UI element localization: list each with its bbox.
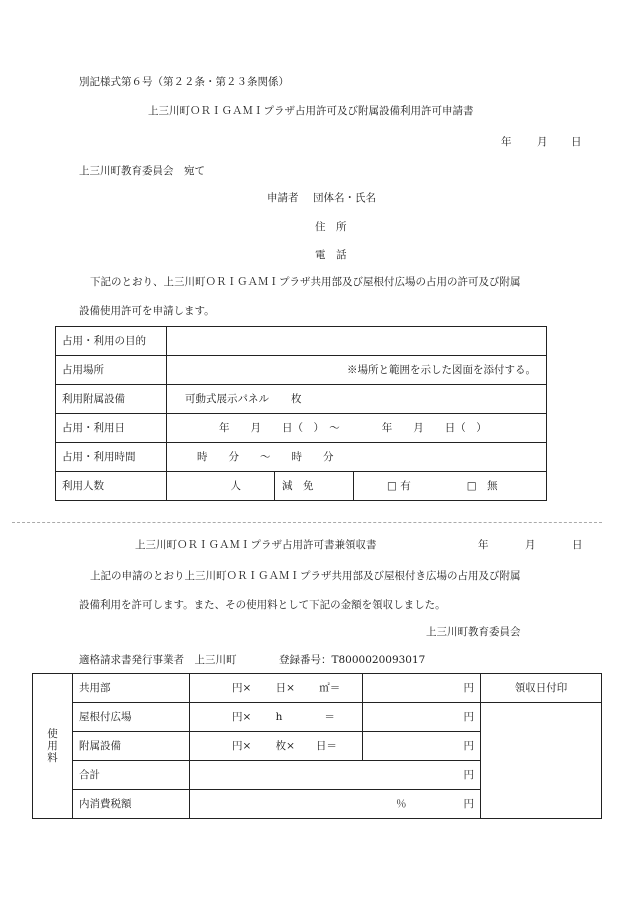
equipment-field[interactable] <box>167 385 547 414</box>
date-row <box>56 414 547 443</box>
application-body-line2: 設備使用許可を申請します。 <box>79 305 215 317</box>
application-table <box>55 326 547 501</box>
application-date-day: 日 <box>571 136 582 148</box>
issuer: 上三川町教育委員会 <box>426 626 521 638</box>
application-body-line1: 下記のとおり、上三川町ＯＲＩＧＡＭＩプラザ共用部及び屋根付広場の占用の許可及び附属 <box>90 276 521 288</box>
fee-label-total: 合計 <box>73 761 190 790</box>
fee-formula-common[interactable]: 円× 日× ㎡＝ <box>190 674 363 703</box>
fee-row-common <box>33 674 602 703</box>
equipment-item: 可動式展示パネル <box>185 392 269 405</box>
equipment-row <box>56 385 547 414</box>
phone-label: 電 話 <box>315 249 347 261</box>
permit-body-line1: 上記の申請のとおり上三川町ＯＲＩＧＡＭＩプラザ共用部及び屋根付き広場の占用及び附属 <box>90 570 521 582</box>
tax-amount-unit: 円 <box>463 797 474 810</box>
date-label: 占用・利用日 <box>56 414 167 443</box>
fee-amount-plaza[interactable]: 円 <box>363 703 481 732</box>
fee-label-plaza: 屋根付広場 <box>73 703 190 732</box>
people-label: 利用人数 <box>56 472 167 501</box>
stamp-area[interactable] <box>481 703 602 819</box>
place-label: 占用場所 <box>56 356 167 385</box>
place-note: ※場所と範囲を示した図面を添付する。 <box>347 363 537 376</box>
equipment-label: 利用附属設備 <box>56 385 167 414</box>
fee-label-common: 共用部 <box>73 674 190 703</box>
permit-date-day: 日 <box>572 539 583 551</box>
addressee: 上三川町教育委員会 宛て <box>79 165 205 177</box>
applicant-name-label: 団体名・氏名 <box>313 192 376 204</box>
fee-amount-common[interactable]: 円 <box>363 674 481 703</box>
time-range: 時 分 ～ 時 分 <box>197 450 334 463</box>
fee-row-plaza <box>33 703 602 732</box>
fee-side-label-text: 使用料 <box>47 727 58 765</box>
people-field[interactable] <box>167 472 275 501</box>
applicant-label: 申請者 <box>267 192 299 204</box>
place-row <box>56 356 547 385</box>
fee-formula-equipment[interactable]: 円× 枚× 日＝ <box>190 732 363 761</box>
fee-label-tax: 内消費税額 <box>73 790 190 819</box>
place-field[interactable] <box>167 356 547 385</box>
application-date-year: 年 <box>501 136 512 148</box>
cut-line <box>12 522 602 523</box>
permit-body-line2: 設備利用を許可します。また、その使用料として下記の金額を領収しました。 <box>79 599 446 611</box>
purpose-field[interactable] <box>167 327 547 356</box>
fee-amount-total[interactable]: 円 <box>190 761 481 790</box>
exemption-label: 減 免 <box>275 472 354 501</box>
exemption-options <box>354 472 547 501</box>
purpose-row <box>56 327 547 356</box>
fee-table <box>32 673 602 819</box>
tax-percent: ％ <box>396 798 407 810</box>
application-date-month: 月 <box>537 136 548 148</box>
people-row <box>56 472 547 501</box>
stamp-label: 領収日付印 <box>481 674 602 703</box>
permit-date-year: 年 <box>478 539 489 551</box>
permit-title: 上三川町ＯＲＩＧＡＭＩプラザ占用許可書兼領収書 <box>135 539 377 551</box>
permit-date-month: 月 <box>525 539 536 551</box>
purpose-label: 占用・利用の目的 <box>56 327 167 356</box>
date-range: 年 月 日（ ） ～ 年 月 日（ ） <box>219 421 487 434</box>
fee-amount-equipment[interactable]: 円 <box>363 732 481 761</box>
time-label: 占用・利用時間 <box>56 443 167 472</box>
invoice-issuer: 適格請求書発行事業者 上三川町 <box>79 654 237 666</box>
registration-number: 登録番号：T8000020093017 <box>279 654 426 666</box>
time-row <box>56 443 547 472</box>
time-field[interactable] <box>167 443 547 472</box>
address-label: 住 所 <box>315 221 347 233</box>
fee-formula-plaza[interactable]: 円× h ＝ <box>190 703 363 732</box>
checkbox-no[interactable]: □ 無 <box>466 479 498 492</box>
fee-side-label <box>33 674 73 819</box>
date-field[interactable] <box>167 414 547 443</box>
equipment-unit: 枚 <box>291 392 302 405</box>
fee-amount-tax[interactable] <box>190 790 481 819</box>
form-number: 別記様式第６号（第２２条・第２３条関係） <box>79 76 289 88</box>
application-title: 上三川町ＯＲＩＧＡＭＩプラザ占用許可及び附属設備利用許可申請書 <box>148 105 474 117</box>
people-unit: 人 <box>230 479 241 492</box>
fee-label-equipment: 附属設備 <box>73 732 190 761</box>
checkbox-yes[interactable]: □ 有 <box>387 479 411 492</box>
